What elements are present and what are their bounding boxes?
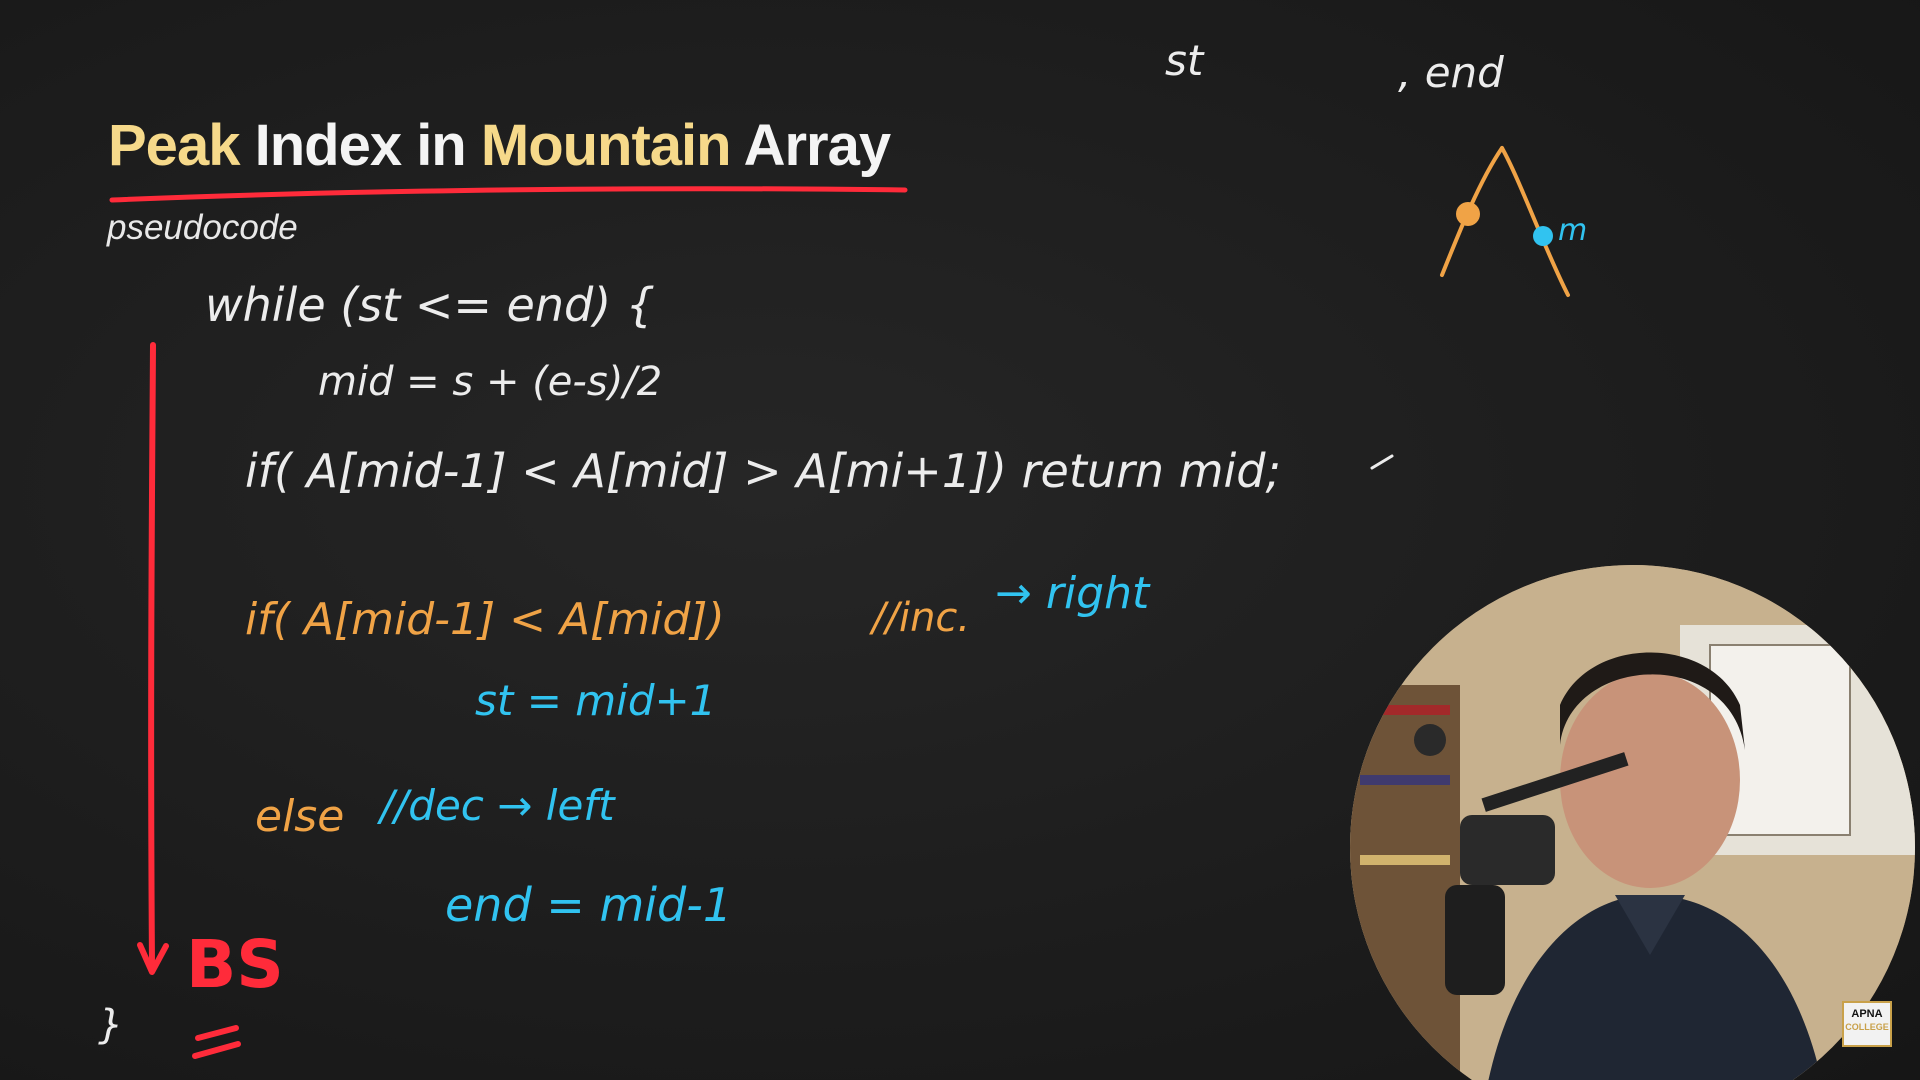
red-down-arrow <box>151 345 153 965</box>
code-close-brace: } <box>98 1002 124 1048</box>
bs-label: BS <box>186 926 284 1003</box>
apna-college-logo <box>1842 1001 1892 1047</box>
title-word-index-in: Index in <box>254 113 466 178</box>
code-mid-line: mid = s + (e-s)/2 <box>318 359 663 405</box>
code-else-line: else <box>255 791 345 842</box>
code-inc-comment: //inc. <box>872 595 971 641</box>
title-word-mountain: Mountain <box>480 113 731 178</box>
point-label-m: m <box>1558 213 1588 248</box>
title-word-peak: Peak <box>108 113 240 178</box>
code-dec-comment: //dec → left <box>380 781 615 830</box>
tick-mark <box>1372 456 1392 468</box>
code-if-inc-line: if( A[mid-1] < A[mid]) <box>245 594 725 645</box>
code-while-line: while (st <= end) { <box>205 278 656 332</box>
blue-point <box>1533 226 1553 246</box>
note-st: st <box>1165 36 1204 85</box>
bs-underline-2 <box>195 1044 238 1056</box>
logo-line1: APNA <box>1851 1008 1883 1020</box>
code-st-update: st = mid+1 <box>475 676 717 725</box>
title-word-array: Array <box>743 113 891 178</box>
code-right-note: → right <box>995 568 1150 619</box>
title-underline <box>112 189 905 200</box>
code-if-peak-line: if( A[mid-1] < A[mid] > A[mi+1]) return mid; <box>245 444 1281 498</box>
code-end-update: end = mid-1 <box>445 878 733 932</box>
orange-point <box>1456 202 1480 226</box>
note-end: , end <box>1398 48 1504 97</box>
logo-line2: COLLEGE <box>1845 1022 1889 1032</box>
bs-underline-1 <box>198 1028 236 1038</box>
subtitle: pseudocode <box>107 208 298 247</box>
